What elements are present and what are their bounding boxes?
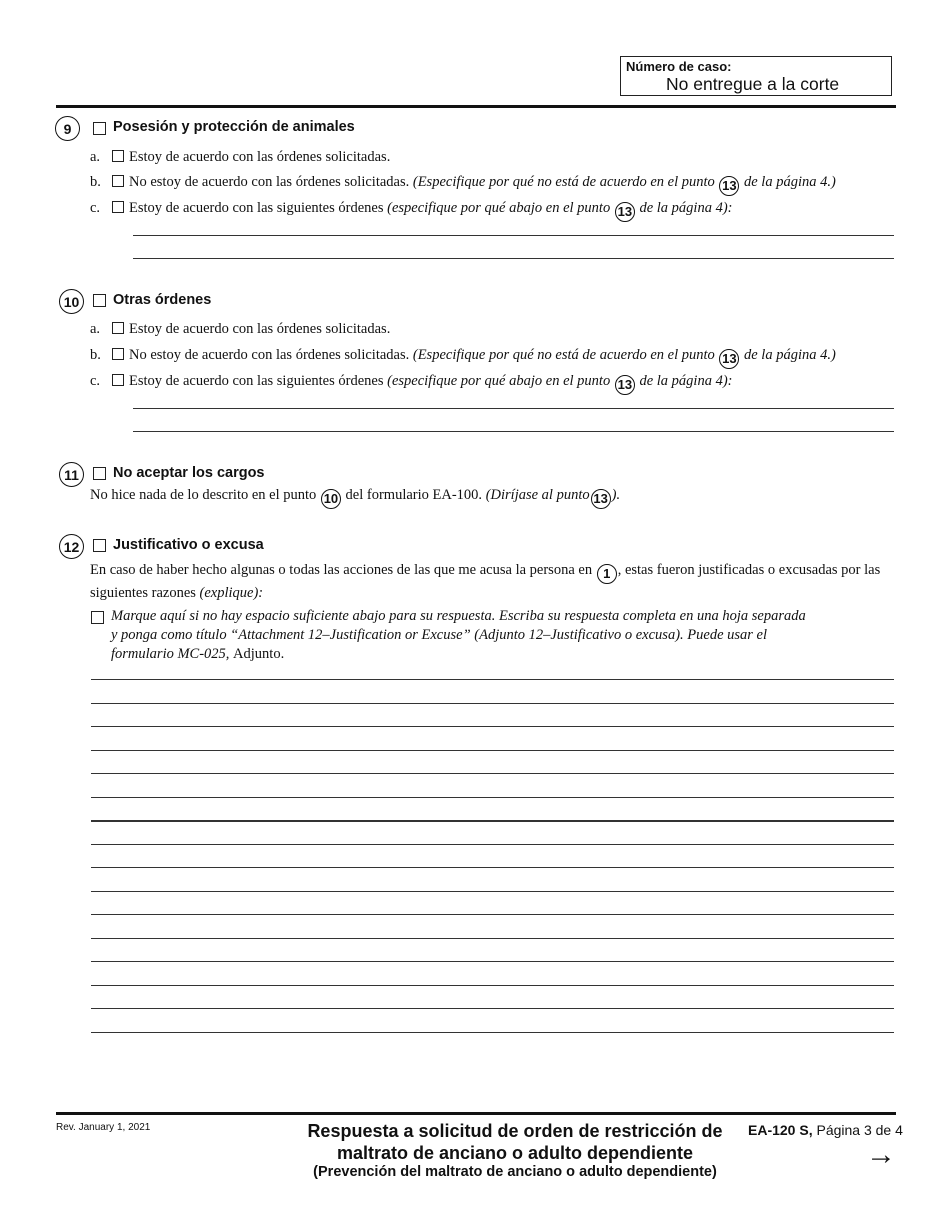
form-title-line-2: maltrato de anciano o adulto dependiente bbox=[336, 1143, 694, 1163]
item-12-write-line[interactable] bbox=[91, 867, 894, 868]
case-number-box bbox=[620, 56, 892, 96]
item-10c-text: Estoy de acuerdo con las siguientes órdenes bbox=[129, 373, 384, 389]
item-12-write-line[interactable] bbox=[91, 938, 894, 939]
item-12-write-line[interactable] bbox=[91, 750, 894, 751]
item-9b-text: No estoy de acuerdo con las órdenes solicitadas. bbox=[129, 174, 410, 190]
ref-item-10: 10 bbox=[321, 489, 341, 509]
item-9b-checkbox[interactable] bbox=[112, 175, 124, 187]
option-letter: a. bbox=[90, 321, 101, 337]
item-12-write-line[interactable] bbox=[91, 844, 894, 845]
item-number-11: 11 bbox=[59, 462, 84, 487]
item-12-write-line[interactable] bbox=[91, 726, 894, 727]
item-10b-checkbox[interactable] bbox=[112, 348, 124, 360]
item-11-title: No aceptar los cargos bbox=[113, 465, 265, 481]
item-10c bbox=[90, 373, 732, 395]
item-9c-write-line[interactable] bbox=[133, 235, 894, 236]
option-letter: a. bbox=[90, 149, 101, 165]
item-9b-instruction-end: de la página 4.) bbox=[744, 174, 836, 190]
item-10c-instruction-end: de la página 4): bbox=[639, 373, 733, 389]
ref-item-13: 13 bbox=[719, 176, 739, 196]
item-11-instruction: (Diríjase al punto bbox=[485, 487, 590, 503]
form-number: EA-120 S, bbox=[748, 1122, 813, 1138]
ref-item-13: 13 bbox=[719, 349, 739, 369]
revision-date: Rev. January 1, 2021 bbox=[56, 1122, 151, 1133]
item-12-text-start: En caso de haber hecho algunas o todas las acciones de las que me acusa la persona en bbox=[90, 562, 593, 578]
item-12-write-line[interactable] bbox=[91, 914, 894, 915]
item-9c-checkbox[interactable] bbox=[112, 201, 124, 213]
item-12-title: Justificativo o excusa bbox=[113, 537, 264, 553]
item-12-write-line[interactable] bbox=[91, 985, 894, 986]
item-11-checkbox[interactable] bbox=[93, 467, 106, 480]
attachment-line-3 bbox=[111, 645, 881, 664]
item-9c-write-line[interactable] bbox=[133, 258, 894, 259]
item-12-write-line[interactable] bbox=[91, 820, 894, 822]
attachment-form-ref: formulario MC-025, bbox=[111, 646, 230, 662]
item-12-write-line[interactable] bbox=[91, 961, 894, 962]
item-11-instruction-end: ). bbox=[611, 487, 621, 503]
item-number-12: 12 bbox=[59, 534, 84, 559]
ref-item-13: 13 bbox=[615, 202, 635, 222]
item-12-write-line[interactable] bbox=[91, 797, 894, 798]
item-9c-text: Estoy de acuerdo con las siguientes órdenes bbox=[129, 200, 384, 216]
case-number-field[interactable]: No entregue a la corte bbox=[666, 74, 840, 94]
top-divider bbox=[56, 105, 896, 108]
item-10b bbox=[90, 347, 836, 369]
item-9b bbox=[90, 174, 836, 196]
item-10c-write-line[interactable] bbox=[133, 408, 894, 409]
item-9-title: Posesión y protección de animales bbox=[113, 119, 355, 135]
item-12-write-line[interactable] bbox=[91, 679, 894, 680]
ref-item-13: 13 bbox=[591, 489, 611, 509]
item-10c-instruction: (especifique por qué abajo en el punto bbox=[387, 373, 611, 389]
form-id bbox=[748, 1122, 903, 1138]
item-11-text-mid: del formulario EA-100. bbox=[345, 487, 483, 503]
option-letter: b. bbox=[90, 347, 101, 363]
page-number: Página 3 de 4 bbox=[816, 1122, 903, 1138]
item-10-title: Otras órdenes bbox=[113, 292, 212, 308]
item-9a bbox=[90, 149, 390, 166]
item-10b-text: No estoy de acuerdo con las órdenes solicitadas. bbox=[129, 347, 410, 363]
item-9c bbox=[90, 200, 732, 222]
item-number-9: 9 bbox=[55, 116, 80, 141]
form-title bbox=[290, 1120, 740, 1164]
item-number-10: 10 bbox=[59, 289, 84, 314]
item-12-write-line[interactable] bbox=[91, 1032, 894, 1033]
attachment-word: Adjunto. bbox=[233, 646, 285, 662]
attachment-checkbox[interactable] bbox=[91, 611, 104, 624]
item-10-checkbox[interactable] bbox=[93, 294, 106, 307]
next-page-arrow-icon: → bbox=[866, 1138, 896, 1171]
item-10a-text: Estoy de acuerdo con las órdenes solicitadas. bbox=[129, 321, 391, 337]
form-title-line-1: Respuesta a solicitud de orden de restricción de bbox=[307, 1121, 723, 1141]
item-9c-instruction: (especifique por qué abajo en el punto bbox=[387, 200, 611, 216]
item-12-text-mid: , estas fueron justificadas o excusadas por las siguientes razones bbox=[90, 562, 881, 601]
option-letter: c. bbox=[90, 200, 101, 216]
item-10c-write-line[interactable] bbox=[133, 431, 894, 432]
item-9c-instruction-end: de la página 4): bbox=[639, 200, 733, 216]
attachment-instruction bbox=[111, 607, 881, 664]
item-12-checkbox[interactable] bbox=[93, 539, 106, 552]
item-12-write-line[interactable] bbox=[91, 703, 894, 704]
item-12-write-line[interactable] bbox=[91, 773, 894, 774]
item-10b-instruction-end: de la página 4.) bbox=[744, 347, 836, 363]
item-11-text-start: No hice nada de lo descrito en el punto bbox=[90, 487, 317, 503]
ref-item-1: 1 bbox=[597, 564, 617, 584]
item-9a-text: Estoy de acuerdo con las órdenes solicitadas. bbox=[129, 149, 391, 165]
item-12-paragraph bbox=[90, 561, 895, 603]
ref-item-13: 13 bbox=[615, 375, 635, 395]
item-10c-checkbox[interactable] bbox=[112, 374, 124, 386]
item-10a-checkbox[interactable] bbox=[112, 322, 124, 334]
attachment-line-1: Marque aquí si no hay espacio suficiente abajo para su respuesta. Escriba su respuesta completa en una hoja separada bbox=[111, 608, 806, 624]
option-letter: c. bbox=[90, 373, 101, 389]
item-12-instruction: (explique): bbox=[199, 584, 264, 601]
form-subtitle: (Prevención del maltrato de anciano o adulto dependiente) bbox=[313, 1164, 717, 1180]
item-9b-instruction: (Especifique por qué no está de acuerdo en el punto bbox=[412, 174, 715, 190]
case-number-label: Número de caso: bbox=[626, 59, 732, 74]
item-12-write-line[interactable] bbox=[91, 891, 894, 892]
item-9-checkbox[interactable] bbox=[93, 122, 106, 135]
item-10a bbox=[90, 321, 390, 338]
attachment-line-2: y ponga como título “Attachment 12–Justification or Excuse” (Adjunto 12–Justificativo o excusa). Puede usar el bbox=[111, 627, 768, 643]
item-11-text bbox=[90, 487, 620, 509]
item-9a-checkbox[interactable] bbox=[112, 150, 124, 162]
footer-divider bbox=[56, 1112, 896, 1115]
item-12-write-line[interactable] bbox=[91, 1008, 894, 1009]
item-10b-instruction: (Especifique por qué no está de acuerdo en el punto bbox=[412, 347, 715, 363]
option-letter: b. bbox=[90, 174, 101, 190]
